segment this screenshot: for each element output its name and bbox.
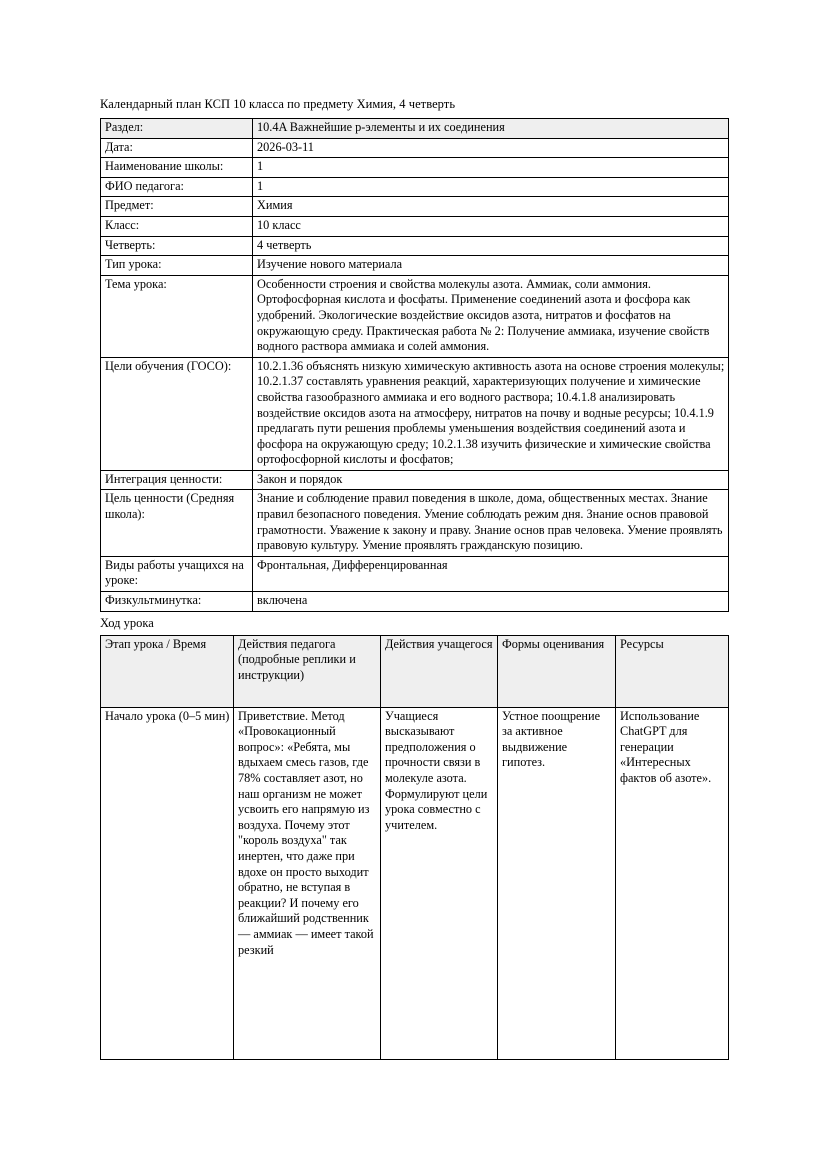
info-label: Интеграция ценности:	[101, 470, 253, 490]
info-value: Знание и соблюдение правил поведения в школе, дома, общественных местах. Знание правил безопасного поведения. Умение соблюдать режим дня. Знание основ правовой грамотности. Уважение к закону и праву. Знание основ прав человека. Умение проявлять правовую культуру. Умение проявлять гражданскую позицию.	[253, 490, 729, 556]
info-value: 10.2.1.36 объяснять низкую химическую активность азота на основе строения молекулы; 10.2.1.37 составлять уравнения реакций, характеризующих получение и химические свойства газообразного аммиака и его водного раствора; 10.4.1.8 анализировать воздействие оксидов азота на атмосферу, нитратов на почву и водные ресурсы; 10.4.1.9 предлагать пути решения проблемы уменьшения воздействия соединений азота и фосфора на окружающую среду; 10.2.1.38 изучить физические и химические свойства ортофосфорной кислоты и фосфатов;	[253, 357, 729, 470]
lesson-flow-head	[101, 635, 729, 707]
page-title: Календарный план КСП 10 класса по предмету Химия, 4 четверть	[100, 97, 456, 111]
info-value: 1	[253, 158, 729, 178]
info-value: Химия	[253, 197, 729, 217]
info-label: Тип урока:	[101, 256, 253, 276]
table-row	[101, 556, 729, 591]
info-label: Физкультминутка:	[101, 592, 253, 612]
table-row	[101, 119, 729, 139]
info-label: Тема урока:	[101, 275, 253, 357]
table-row	[101, 256, 729, 276]
info-label: Цель ценности (Средняя школа):	[101, 490, 253, 556]
table-row	[101, 490, 729, 556]
lesson-flow-table	[100, 635, 729, 1060]
table-row	[101, 357, 729, 470]
lesson-info-body	[101, 119, 729, 612]
table-row	[101, 707, 729, 1059]
resources-cell: Использование ChatGPT для генерации «Интересных фактов об азоте».	[616, 707, 729, 1059]
info-label: Раздел:	[101, 119, 253, 139]
table-row	[101, 592, 729, 612]
table-row	[101, 275, 729, 357]
assessment-cell: Устное поощрение за активное выдвижение гипотез.	[498, 707, 616, 1059]
info-label: ФИО педагога:	[101, 177, 253, 197]
info-label: Четверть:	[101, 236, 253, 256]
info-value: Особенности строения и свойства молекулы азота. Аммиак, соли аммония. Ортофосфорная кислота и фосфаты. Применение соединений азота и фосфора как удобрений. Экологические воздействие оксидов азота, нитратов и фосфатов на окружающую среду. Практическая работа № 2: Получение аммиака, изучение свойств водного раствора аммиака и солей аммония.	[253, 275, 729, 357]
info-value: включена	[253, 592, 729, 612]
info-value: 2026-03-11	[253, 138, 729, 158]
table-row	[101, 177, 729, 197]
lesson-flow-body	[101, 707, 729, 1059]
info-value: Фронтальная, Дифференцированная	[253, 556, 729, 591]
column-header-student-actions: Действия учащегося	[381, 635, 498, 707]
column-header-resources: Ресурсы	[616, 635, 729, 707]
info-value: Изучение нового материала	[253, 256, 729, 276]
table-row	[101, 470, 729, 490]
info-value: 1	[253, 177, 729, 197]
info-value: 4 четверть	[253, 236, 729, 256]
info-label: Цели обучения (ГОСО):	[101, 357, 253, 470]
table-row	[101, 236, 729, 256]
info-value: Закон и порядок	[253, 470, 729, 490]
info-value: 10.4A Важнейшие p-элементы и их соединения	[253, 119, 729, 139]
info-label: Наименование школы:	[101, 158, 253, 178]
table-header-row	[101, 635, 729, 707]
teacher-actions-cell: Приветствие. Метод «Провокационный вопрос»: «Ребята, мы вдыхаем смесь газов, где 78% составляет азот, но наш организм не может усвоить его напрямую из воздуха. Почему этот "король воздуха" так инертен, что даже при вдохе он просто выходит обратно, не вступая в реакции? И почему его ближайший родственник — аммиак — имеет такой резкий	[234, 707, 381, 1059]
column-header-assessment: Формы оценивания	[498, 635, 616, 707]
info-label: Дата:	[101, 138, 253, 158]
info-label: Класс:	[101, 216, 253, 236]
table-row	[101, 138, 729, 158]
column-header-teacher-actions: Действия педагога (подробные реплики и инструкции)	[234, 635, 381, 707]
info-value: 10 класс	[253, 216, 729, 236]
column-header-stage: Этап урока / Время	[101, 635, 234, 707]
student-actions-cell: Учащиеся высказывают предположения о прочности связи в молекуле азота. Формулируют цели урока совместно с учителем.	[381, 707, 498, 1059]
info-label: Виды работы учащихся на уроке:	[101, 556, 253, 591]
stage-cell: Начало урока (0–5 мин)	[101, 707, 234, 1059]
table-row	[101, 158, 729, 178]
lesson-info-table	[100, 118, 729, 612]
table-row	[101, 216, 729, 236]
lesson-flow-heading: Ход урока	[100, 615, 154, 630]
table-row	[101, 197, 729, 217]
info-label: Предмет:	[101, 197, 253, 217]
